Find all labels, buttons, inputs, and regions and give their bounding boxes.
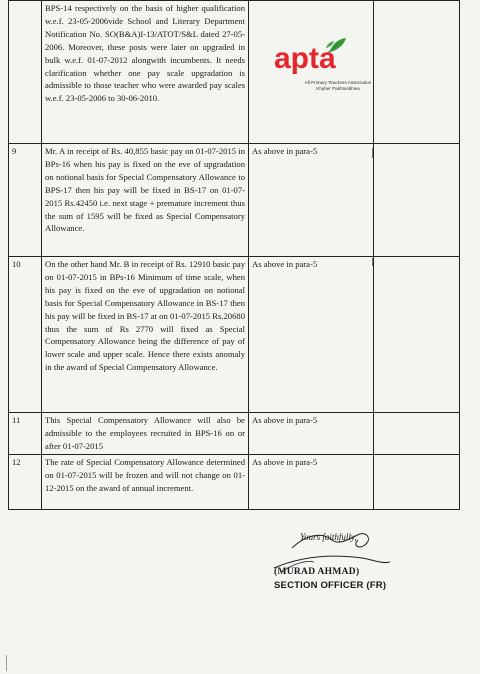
logo-subtitle-line2: Khyber Pakhtunkhwa <box>316 86 360 91</box>
blank-cell <box>374 257 460 413</box>
table-row <box>9 257 460 413</box>
apta-logo <box>270 36 386 96</box>
logo-subtitle <box>290 80 386 92</box>
logo-text: apta <box>274 42 336 75</box>
para-description: BPS-14 respectively on the basis of higher qualification w.e.f. 23-05-2006vide School and Literary Department Notification No. SO(B&A)I-13/ATOT/S&L dated 27-05-2006. Moreover, these posts were later on upgraded in bulk w.e.f. 01-07-2012 alongwith incumbents. It needs clarification whether one pay scale upgradation is admissible to those teacher who were awarded pay scales w.e.f. 23-05-2006 to 30-06-2010. <box>42 1 249 144</box>
blank-cell <box>374 413 460 455</box>
signer-name: (MURAD AHMAD) <box>274 567 360 577</box>
para-number: 9 <box>9 144 42 257</box>
para-description: The rate of Special Compensatory Allowance determined on 01-07-2015 will be frozen and will not change on 01-12-2015 on the award of annual increment. <box>42 454 249 509</box>
blank-cell <box>374 144 460 257</box>
paragraph-table <box>8 0 460 510</box>
blank-cell <box>374 1 460 144</box>
para-description: This Special Compensatory Allowance will also be admissible to the employees recruited in BPS-16 on or after 01-07-2015 <box>42 413 249 455</box>
para-remarks: As above in para-5 <box>249 257 374 413</box>
margin-tick <box>6 655 7 671</box>
para-remarks: As above in para-5 <box>249 413 374 455</box>
signer-designation: SECTION OFFICER (FR) <box>274 580 387 591</box>
margin-tick <box>372 258 373 266</box>
para-description: Mr. A in receipt of Rs. 40,855 basic pay on 01-07-2015 in BPs-16 when his pay is fixed on the eve of upgradation on notional basis for Special Compensatory Allowance to BPS-17 then his pay will be fixed in BS-17 on 01-07-2015 Rs.42450 i.e. next stage + premature increment thus the sum of 1595 will be fixed as Special Compensatory Allowance. <box>42 144 249 257</box>
table-row <box>9 1 460 144</box>
logo-subtitle-line1: All Primary Teachers Association <box>304 80 372 85</box>
para-number <box>9 1 42 144</box>
para-remarks: As above in para-5 <box>249 454 374 509</box>
para-number: 12 <box>9 454 42 509</box>
para-remarks: As above in para-5 <box>249 144 374 257</box>
para-number: 11 <box>9 413 42 455</box>
margin-tick <box>372 148 373 158</box>
para-number: 10 <box>9 257 42 413</box>
table-row <box>9 144 460 257</box>
para-description: On the other hand Mr. B in receipt of Rs. 12910 basic pay on 01-07-2015 in BPs-16 Minimum of time scale, when his pay is fixed on the eve of upgradation on notional basis for Special Compensatory Allowance in BS-17 then his pay will be fixed in BS-17 at on 01-07-2015 Rs.20680 thus the sum of Rs 2770 will fixed as Special Compensatory Allowance being the difference of pay of lower scale and upper scale. Hence there exists anomaly in the award of Special Compensatory Allowance. <box>42 257 249 413</box>
table-row <box>9 413 460 455</box>
table-row <box>9 454 460 509</box>
blank-cell <box>374 454 460 509</box>
closing-salutation: Yours faithfully, <box>300 532 357 542</box>
